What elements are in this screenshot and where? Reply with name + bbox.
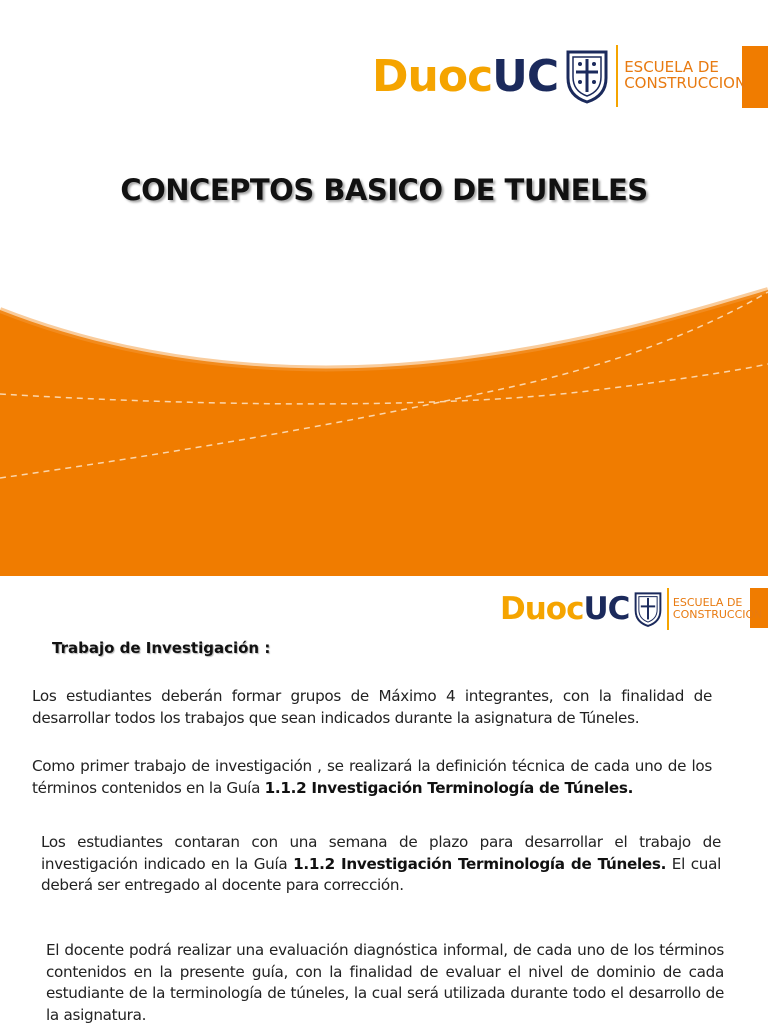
logo-divider — [616, 45, 618, 107]
university-seal-icon — [633, 590, 663, 628]
logo-brand-uc: UC — [583, 591, 630, 627]
logo-brand-uc: UC — [492, 50, 559, 102]
logo-divider — [667, 588, 669, 630]
school-line-1: ESCUELA DE — [672, 596, 743, 610]
logo-brand-duoc: Duoc — [372, 50, 493, 102]
orange-wave-graphic — [0, 210, 768, 576]
paragraph-text: Como primer trabajo de investigación , se realizará la definición técnica de cada uno de los términos contenidos en la Guía — [32, 757, 712, 797]
paragraph-tail: El cual deberá ser entregado al docente para corrección. — [41, 854, 721, 894]
logo-brand-duoc: Duoc — [500, 591, 584, 627]
paragraph-evaluation: El docente podrá realizar una evaluación diagnóstica informal, de cada uno de los términos contenidos en la presente guía, con la finalidad de evaluar el nivel de dominio de cada estudiante de la terminología de túneles, la cual será utilizada durante todo el desarrollo de la asignatura. — [46, 941, 724, 1024]
duoc-uc-logo — [500, 587, 762, 631]
school-line-2: CONSTRUCCION — [624, 74, 747, 92]
duoc-uc-logo — [372, 44, 746, 108]
paragraph-groups: Los estudiantes deberán formar grupos de Máximo 4 integrantes, con la finalidad de desarrollar todos los trabajos que sean indicados durante la asignatura de Túneles. — [32, 687, 712, 727]
paragraph-text: Los estudiantes contaran con una semana de plazo para desarrollar el trabajo de investigación indicado en la Guía — [41, 833, 721, 873]
paragraph-first-assignment — [32, 756, 712, 799]
guide-reference: 1.1.2 Investigación Terminología de Túneles. — [264, 778, 634, 797]
school-line-1: ESCUELA DE — [624, 58, 719, 77]
content-slide — [0, 576, 768, 1024]
slide-title: CONCEPTOS BASICO DE TUNELES — [120, 173, 648, 207]
guide-reference: 1.1.2 Investigación Terminología de Túneles. — [293, 854, 667, 873]
section-heading: Trabajo de Investigación : — [52, 639, 271, 657]
logo-school-name — [673, 597, 762, 620]
logo-school-name — [624, 60, 746, 92]
paragraph-deadline — [41, 832, 721, 897]
university-seal-icon — [564, 48, 610, 104]
school-line-2: CONSTRUCCION — [672, 608, 763, 621]
